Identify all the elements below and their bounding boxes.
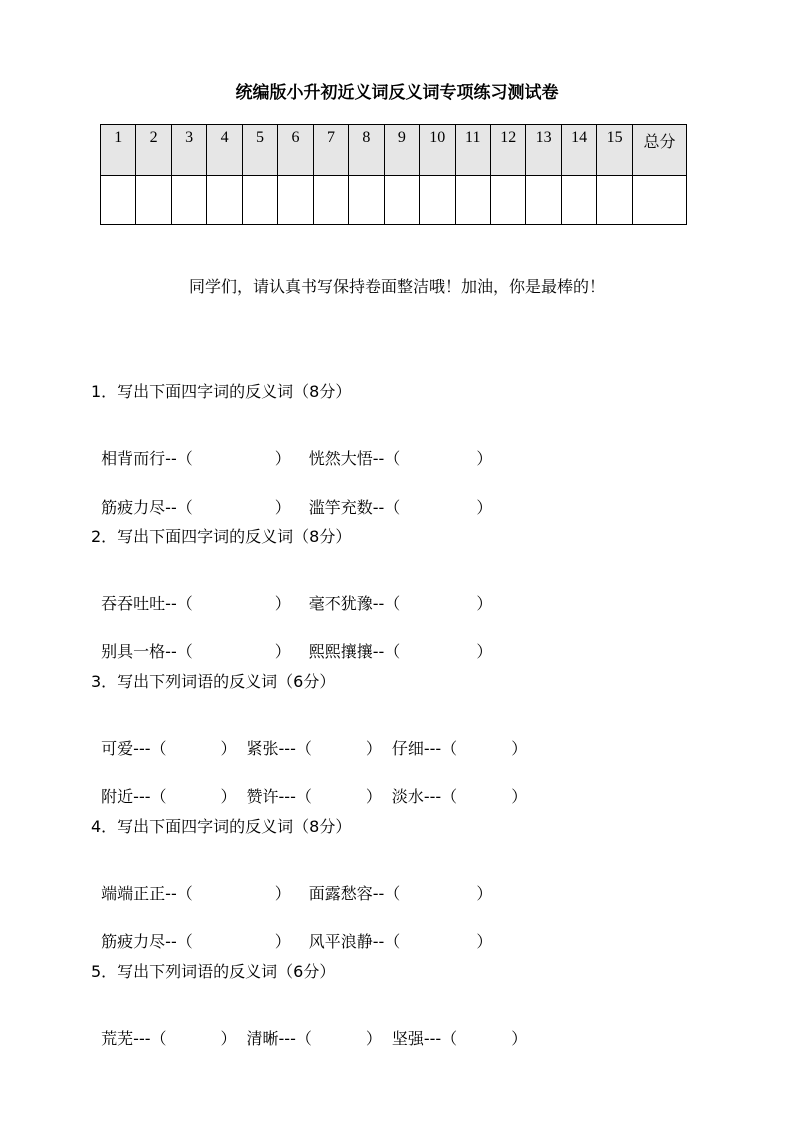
section-3-row-2 bbox=[91, 765, 527, 807]
item-label: 风平浪静--（ bbox=[308, 932, 401, 951]
score-entry-cell[interactable] bbox=[597, 176, 633, 225]
item-close: ） bbox=[220, 739, 237, 758]
item-close: ） bbox=[365, 1029, 382, 1048]
section-4-heading: 4．写出下面四字词的反义词（8分） bbox=[91, 817, 352, 836]
score-header-cell: 9 bbox=[384, 125, 419, 176]
item-label: 坚强---（ bbox=[391, 1029, 458, 1048]
page-title: 统编版小升初近义词反义词专项练习测试卷 bbox=[235, 83, 559, 103]
item-label: 恍然大悟--（ bbox=[308, 449, 401, 468]
section-3-row-1 bbox=[91, 717, 527, 759]
item-label: 面露愁容--（ bbox=[308, 884, 401, 903]
item-close: ） bbox=[274, 884, 291, 903]
score-entry-cell[interactable] bbox=[384, 176, 419, 225]
item-label: 荒芜---（ bbox=[101, 1029, 167, 1048]
item-label: 别具一格--（ bbox=[101, 642, 193, 661]
section-5-row-1 bbox=[91, 1007, 527, 1049]
score-header-cell: 14 bbox=[561, 125, 596, 176]
score-entry-cell[interactable] bbox=[171, 176, 206, 225]
item-close: ） bbox=[365, 739, 382, 758]
score-header-cell: 5 bbox=[242, 125, 277, 176]
score-header-cell: 7 bbox=[313, 125, 348, 176]
score-entry-cell[interactable] bbox=[490, 176, 525, 225]
score-header-cell: 3 bbox=[171, 125, 206, 176]
item-label: 可爱---（ bbox=[101, 739, 167, 758]
score-entry-cell[interactable] bbox=[242, 176, 277, 225]
section-2-row-2 bbox=[91, 620, 492, 662]
item-close: ） bbox=[476, 884, 493, 903]
item-close: ） bbox=[274, 594, 291, 613]
section-1-heading: 1．写出下面四字词的反义词（8分） bbox=[91, 382, 352, 401]
score-header-cell: 6 bbox=[278, 125, 313, 176]
motto-text: 同学们，请认真书写保持卷面整洁哦！加油，你是最棒的！ bbox=[188, 277, 605, 296]
score-entry-cell[interactable] bbox=[278, 176, 313, 225]
item-close: ） bbox=[274, 498, 291, 517]
score-header-cell: 总分 bbox=[633, 125, 687, 176]
item-close: ） bbox=[220, 1029, 237, 1048]
item-label: 淡水---（ bbox=[391, 787, 458, 806]
item-close: ） bbox=[476, 932, 493, 951]
item-close: ） bbox=[476, 449, 493, 468]
item-close: ） bbox=[476, 642, 493, 661]
item-close: ） bbox=[274, 449, 291, 468]
item-label: 吞吞吐吐--（ bbox=[101, 594, 193, 613]
score-entry-cell[interactable] bbox=[633, 176, 687, 225]
score-entry-cell[interactable] bbox=[561, 176, 596, 225]
score-header-cell: 15 bbox=[597, 125, 633, 176]
score-entry-cell[interactable] bbox=[349, 176, 384, 225]
item-close: ） bbox=[511, 739, 528, 758]
item-label: 端端正正--（ bbox=[101, 884, 193, 903]
section-5-heading: 5．写出下列词语的反义词（6分） bbox=[91, 962, 336, 981]
score-header-cell: 8 bbox=[349, 125, 384, 176]
score-header-cell: 11 bbox=[455, 125, 490, 176]
score-entry-cell[interactable] bbox=[455, 176, 490, 225]
score-header-cell: 13 bbox=[526, 125, 561, 176]
score-header-cell: 10 bbox=[420, 125, 455, 176]
section-1-row-1 bbox=[91, 427, 492, 469]
item-label: 相背而行--（ bbox=[101, 449, 193, 468]
item-label: 仔细---（ bbox=[391, 739, 458, 758]
item-close: ） bbox=[274, 642, 291, 661]
score-table bbox=[100, 124, 687, 225]
score-entry-cell[interactable] bbox=[313, 176, 348, 225]
score-header-cell: 2 bbox=[136, 125, 171, 176]
item-label: 紧张---（ bbox=[246, 739, 312, 758]
score-entry-cell[interactable] bbox=[420, 176, 455, 225]
score-blank-row bbox=[101, 176, 687, 225]
score-header-cell: 12 bbox=[490, 125, 525, 176]
score-entry-cell[interactable] bbox=[101, 176, 136, 225]
section-4-row-1 bbox=[91, 862, 492, 904]
section-2-heading: 2．写出下面四字词的反义词（8分） bbox=[91, 527, 352, 546]
item-label: 筋疲力尽--（ bbox=[101, 932, 193, 951]
section-4-row-2 bbox=[91, 910, 492, 952]
score-entry-cell[interactable] bbox=[526, 176, 561, 225]
item-label: 毫不犹豫--（ bbox=[308, 594, 401, 613]
section-2-row-1 bbox=[91, 572, 492, 614]
score-entry-cell[interactable] bbox=[136, 176, 171, 225]
item-close: ） bbox=[274, 932, 291, 951]
item-close: ） bbox=[511, 787, 528, 806]
score-header-cell: 1 bbox=[101, 125, 136, 176]
score-entry-cell[interactable] bbox=[207, 176, 242, 225]
item-label: 熙熙攘攘--（ bbox=[308, 642, 401, 661]
item-close: ） bbox=[476, 594, 493, 613]
item-label: 筋疲力尽--（ bbox=[101, 498, 193, 517]
score-header-row bbox=[101, 125, 687, 176]
score-header-cell: 4 bbox=[207, 125, 242, 176]
item-close: ） bbox=[365, 787, 382, 806]
item-close: ） bbox=[476, 498, 493, 517]
item-close: ） bbox=[220, 787, 237, 806]
item-label: 滥竽充数--（ bbox=[308, 498, 401, 517]
item-label: 赞许---（ bbox=[246, 787, 312, 806]
item-close: ） bbox=[511, 1029, 528, 1048]
item-label: 清晰---（ bbox=[246, 1029, 312, 1048]
item-label: 附近---（ bbox=[101, 787, 167, 806]
section-3-heading: 3．写出下列词语的反义词（6分） bbox=[91, 672, 336, 691]
section-1-row-2 bbox=[91, 476, 492, 518]
